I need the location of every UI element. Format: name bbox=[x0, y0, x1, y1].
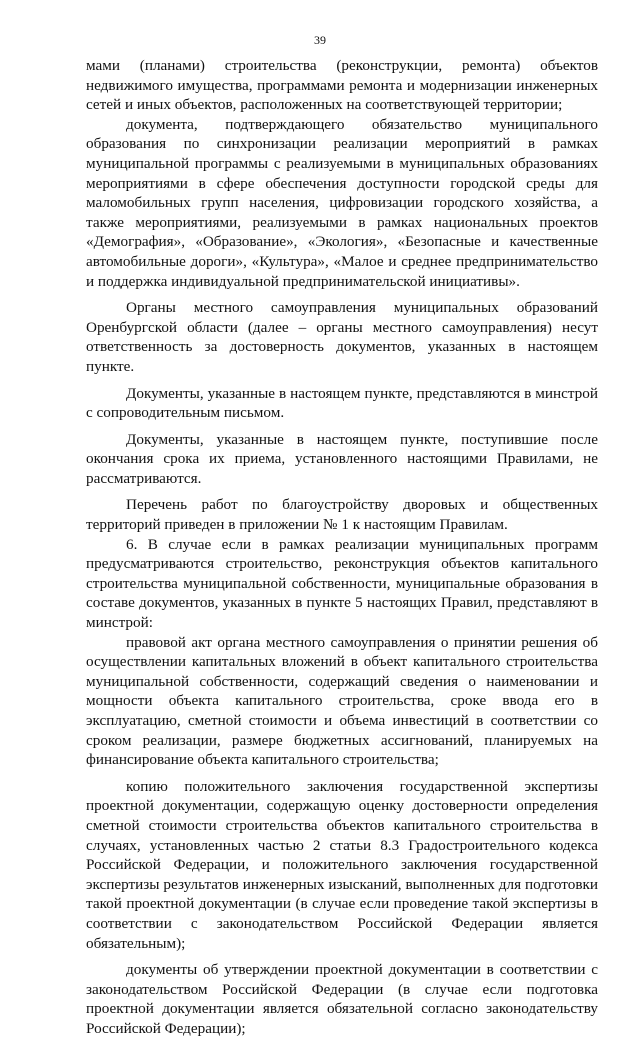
paragraph-expertise-copy: копию положительного заключения государственной экспертизы проектной документации, содержащую оценку достоверности определения сметной стоимости строительства объектов капитального строительства в случаях, установленных частью 2 статьи 8.3 Градостроительного кодекса Российской Федерации, и положительного заключения государственной экспертизы результатов инженерных изысканий, выполненных для подготовки такой проектной документации (в случае если проведение такой экспертизы в соответствии с законодательством Российской Федерации является обязательным); bbox=[86, 777, 598, 952]
paragraph-item-6: 6. В случае если в рамках реализации муниципальных программ предусматриваются строительство, реконструкция объектов капитального строительства муниципальной собственности, муниципальные образования в составе документов, указанных в пункте 5 настоящих Правил, представляют в минстрой: bbox=[86, 535, 598, 632]
document-body bbox=[86, 56, 598, 1039]
paragraph-continuation: мами (планами) строительства (реконструкции, ремонта) объектов недвижимого имущества, программами ремонта и модернизации инженерных сетей и иных объектов, расположенных на соответствующей территории; bbox=[86, 57, 598, 114]
paragraph-works-list: Перечень работ по благоустройству дворовых и общественных территорий приведен в приложении № 1 к настоящим Правилам. bbox=[86, 496, 598, 534]
paragraph-approval-documents: документы об утверждении проектной документации в соответствии с законодательством Российской Федерации (в случае если подготовка проектной документации является обязательной согласно законодательству Российской Федерации); bbox=[86, 961, 598, 1037]
paragraph-late-documents: Документы, указанные в настоящем пункте, поступившие после окончания срока их приема, установленного настоящими Правилами, не рассматриваются. bbox=[86, 430, 598, 487]
page-number: 39 bbox=[314, 33, 326, 47]
paragraph-cover-letter: Документы, указанные в настоящем пункте, представляются в минстрой с сопроводительным письмом. bbox=[86, 384, 598, 422]
paragraph-responsibility: Органы местного самоуправления муниципальных образований Оренбургской области (далее – органы местного самоуправления) несут ответственность за достоверность документов, указанных в настоящем пункте. bbox=[86, 299, 598, 375]
paragraph-sync-document: документа, подтверждающего обязательство муниципального образования по синхронизации реализации мероприятий в рамках муниципальной программы с реализуемыми в муниципальных образованиях мероприятиями в сфере обеспечения доступности городской среды для маломобильных групп населения, цифровизации городского хозяйства, а также мероприятиями, реализуемыми в рамках национальных проектов «Демография», «Образование», «Экология», «Безопасные и качественные автомобильные дороги», «Культура», «Малое и среднее предпринимательство и поддержка индивидуальной предпринимательской инициативы». bbox=[86, 115, 598, 290]
paragraph-legal-act: правовой акт органа местного самоуправления о принятии решения об осуществлении капитальных вложений в объект капитального строительства муниципальной собственности, содержащий сведения о наименовании и мощности объекта капитального строительства, сроке ввода его в эксплуатацию, сметной стоимости и объема инвестиций в соответствии со сроком реализации, размере бюджетных ассигнований, планируемых на финансирование объекта капитального строительства; bbox=[86, 633, 598, 769]
